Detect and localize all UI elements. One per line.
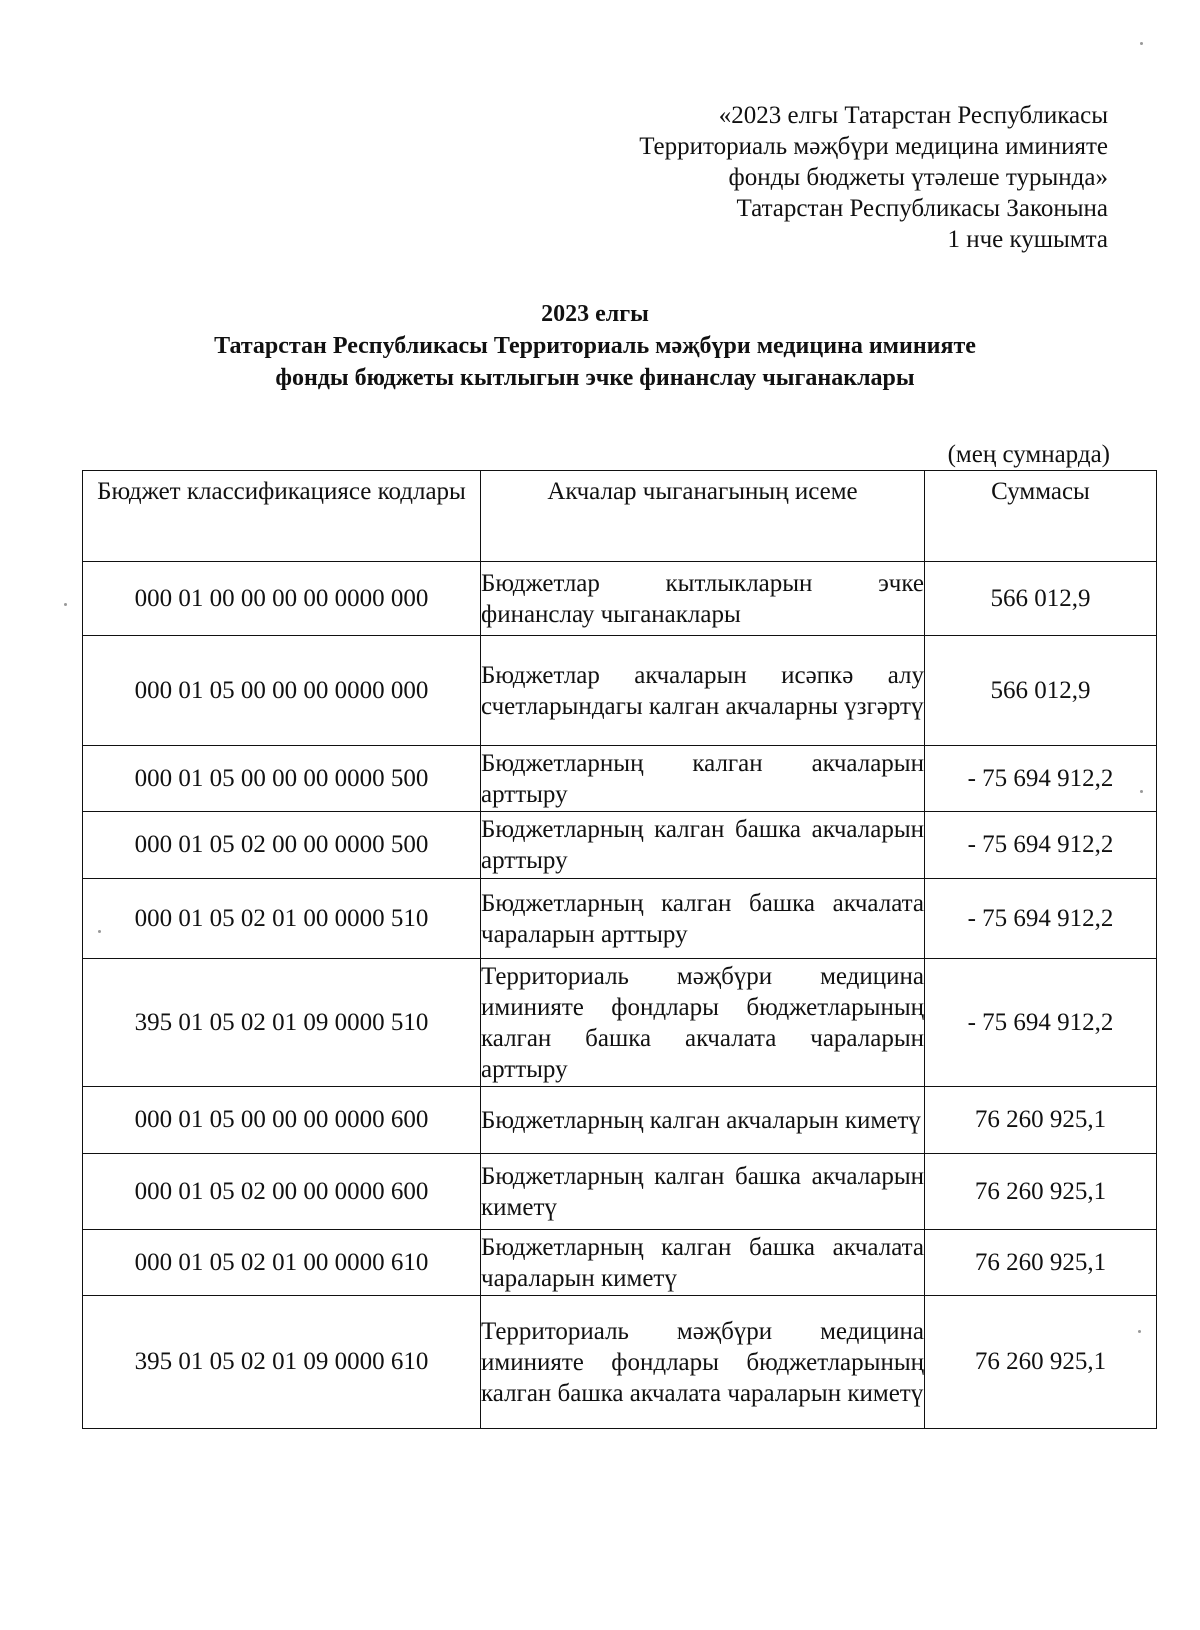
row-code: 395 01 05 02 01 09 0000 510 xyxy=(83,959,481,1087)
row-name: Территориаль мәҗбүри медицина иминияте фондлары бюджетларының калган башка акчалата чараларын арттыру xyxy=(481,959,925,1087)
appendix-line: Татарстан Республикасы Законына xyxy=(736,195,1108,222)
row-code: 000 01 05 00 00 00 0000 600 xyxy=(83,1087,481,1154)
row-sum: - 75 694 912,2 xyxy=(925,812,1157,879)
header-name: Акчалар чыганагының исеме xyxy=(481,471,925,562)
title-line: фонды бюджеты кытлыгын эчке финанслау чыганаклары xyxy=(275,365,915,391)
table-row xyxy=(83,959,1157,1087)
table-header-row xyxy=(83,471,1157,562)
row-sum: - 75 694 912,2 xyxy=(925,959,1157,1087)
row-name: Бюджетлар кытлыкларын эчке финанслау чыганаклары xyxy=(481,562,925,636)
row-name: Бюджетларның калган башка акчалата чараларын арттыру xyxy=(481,879,925,959)
row-name: Бюджетларның калган акчаларын киметү xyxy=(481,1087,925,1154)
appendix-line: 1 нче кушымта xyxy=(947,226,1108,253)
budget-sources-table xyxy=(82,470,1157,1429)
table-row xyxy=(83,879,1157,959)
row-code: 000 01 05 02 01 00 0000 610 xyxy=(83,1230,481,1296)
row-code: 000 01 05 02 00 00 0000 500 xyxy=(83,812,481,879)
title-line: Татарстан Республикасы Территориаль мәҗбүри медицина иминияте xyxy=(214,333,976,359)
row-sum: - 75 694 912,2 xyxy=(925,746,1157,812)
header-code: Бюджет классификациясе кодлары xyxy=(83,471,481,562)
row-name: Бюджетларның калган акчаларын арттыру xyxy=(481,746,925,812)
row-sum: 76 260 925,1 xyxy=(925,1087,1157,1154)
appendix-note xyxy=(639,100,1108,255)
title-line: 2023 елгы xyxy=(541,301,649,327)
row-name: Бюджетларның калган башка акчалата чараларын киметү xyxy=(481,1230,925,1296)
units-note: (мең сумнарда) xyxy=(947,441,1110,468)
row-name: Бюджетларның калган башка акчаларын арттыру xyxy=(481,812,925,879)
scan-speck xyxy=(98,930,101,933)
row-sum: - 75 694 912,2 xyxy=(925,879,1157,959)
row-sum: 566 012,9 xyxy=(925,562,1157,636)
row-code: 000 01 05 00 00 00 0000 500 xyxy=(83,746,481,812)
appendix-line: «2023 елгы Татарстан Республикасы xyxy=(718,102,1108,129)
table-row xyxy=(83,812,1157,879)
row-code: 000 01 00 00 00 00 0000 000 xyxy=(83,562,481,636)
scan-speck xyxy=(1140,790,1143,793)
row-sum: 76 260 925,1 xyxy=(925,1154,1157,1230)
table-row xyxy=(83,1296,1157,1429)
table-row xyxy=(83,1230,1157,1296)
row-code: 000 01 05 02 00 00 0000 600 xyxy=(83,1154,481,1230)
table-row xyxy=(83,1154,1157,1230)
row-name: Бюджетларның калган башка акчаларын киметү xyxy=(481,1154,925,1230)
row-code: 000 01 05 02 01 00 0000 510 xyxy=(83,879,481,959)
table-row xyxy=(83,746,1157,812)
row-name: Бюджетлар акчаларын исәпкә алу счетларындагы калган акчаларны үзгәртү xyxy=(481,636,925,746)
table-row xyxy=(83,1087,1157,1154)
scan-speck xyxy=(1138,1330,1141,1333)
table-row xyxy=(83,562,1157,636)
row-sum: 76 260 925,1 xyxy=(925,1296,1157,1429)
row-sum: 76 260 925,1 xyxy=(925,1230,1157,1296)
appendix-line: фонды бюджеты үтәлеше турында» xyxy=(728,164,1108,191)
appendix-line: Территориаль мәҗбүри медицина иминияте xyxy=(639,133,1108,160)
row-code: 000 01 05 00 00 00 0000 000 xyxy=(83,636,481,746)
table-row xyxy=(83,636,1157,746)
header-sum: Суммасы xyxy=(925,471,1157,562)
scan-speck xyxy=(64,603,67,606)
row-code: 395 01 05 02 01 09 0000 610 xyxy=(83,1296,481,1429)
scan-speck xyxy=(1140,42,1143,45)
row-name: Территориаль мәҗбүри медицина иминияте фондлары бюджетларының калган башка акчалата чараларын киметү xyxy=(481,1296,925,1429)
row-sum: 566 012,9 xyxy=(925,636,1157,746)
document-title xyxy=(0,298,1190,394)
